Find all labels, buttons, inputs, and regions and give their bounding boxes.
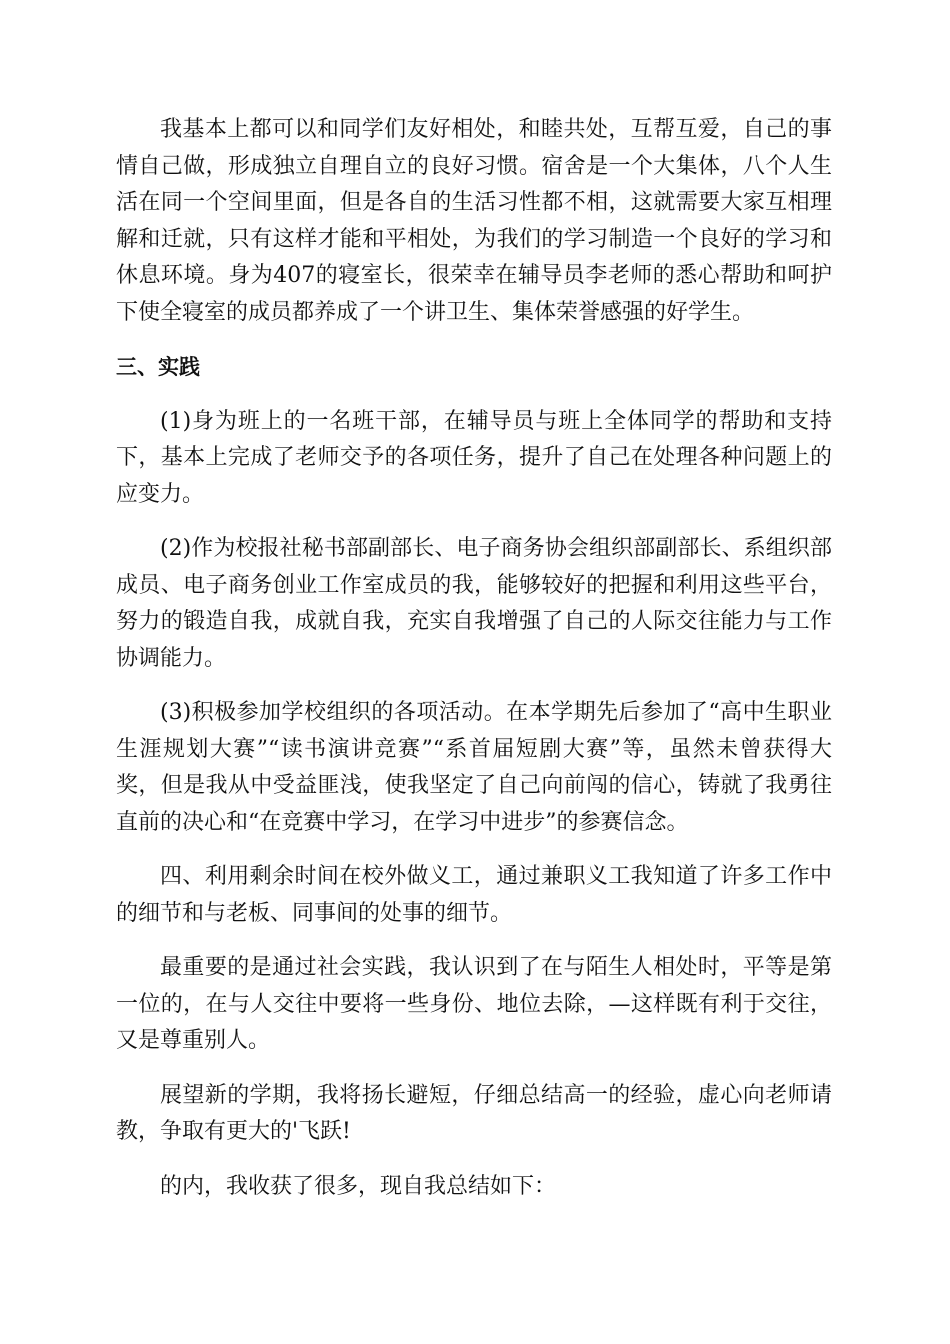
paragraph-dormitory: 我基本上都可以和同学们友好相处，和睦共处，互帮互爱，自己的事情自己做，形成独立自理自立的良好习惯。宿舍是一个大集体，八个人生活在同一个空间里面，但是各自的生活习性都不相，这就需要大家互相理解和迁就，只有这样才能和平相处，为我们的学习制造一个良好的学习和休息环境。身为407的寝室长，很荣幸在辅导员李老师的悉心帮助和呵护下使全寝室的成员都养成了一个讲卫生、集体荣誉感强的好学生。	[116, 117, 832, 325]
paragraph-practice-2: (2)作为校报社秘书部副部长、电子商务协会组织部副部长、系组织部成员、电子商务创业工作室成员的我，能够较好的把握和利用这些平台，努力的锻造自我，成就自我，充实自我增强了自己的人际交往能力与工作协调能力。	[116, 536, 832, 671]
paragraph-social-practice: 最重要的是通过社会实践，我认识到了在与陌生人相处时，平等是第一位的，在与人交往中要将一些身份、地位去除，—这样既有利于交往，又是尊重别人。	[116, 955, 832, 1053]
paragraph-summary-intro: 的内，我收获了很多，现自我总结如下：	[160, 1173, 557, 1199]
paragraph-practice-3: (3)积极参加学校组织的各项活动。在本学期先后参加了“高中生职业生涯规划大赛”“读书演讲竞赛”“系首届短剧大赛”等，虽然未曾获得大奖，但是我从中受益匪浅，使我坚定了自己向前闯的信心，铸就了我勇往直前的决心和“在竞赛中学习，在学习中进步”的参赛信念。	[116, 700, 832, 835]
paragraph-practice-1: (1)身为班上的一名班干部，在辅导员与班上全体同学的帮助和支持下，基本上完成了老师交予的各项任务，提升了自己在处理各种问题上的应变力。	[116, 408, 832, 507]
paragraph-outlook: 展望新的学期，我将扬长避短，仔细总结高一的经验，虚心向老师请教，争取有更大的'飞跃!	[116, 1082, 832, 1144]
section-heading-practice: 三、实践	[116, 355, 200, 379]
document-page	[116, 112, 832, 1223]
paragraph-volunteer: 四、利用剩余时间在校外做义工，通过兼职义工我知道了许多工作中的细节和与老板、同事间的处事的细节。	[116, 864, 832, 926]
